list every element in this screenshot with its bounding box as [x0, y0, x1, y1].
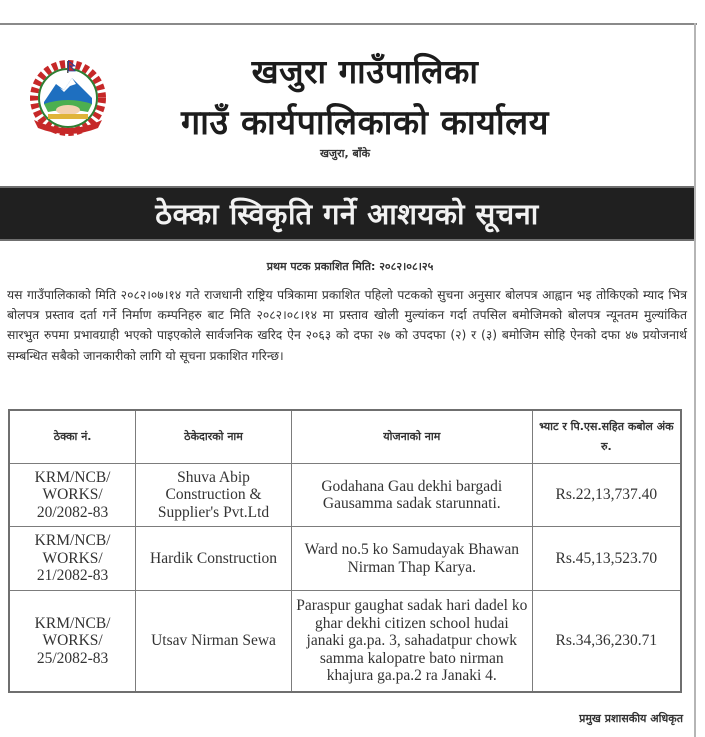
contract-no: KRM/NCB/ WORKS/ 21/2082-83 [9, 527, 136, 591]
bid-amount: Rs.45,13,523.70 [532, 527, 681, 591]
contract-no: KRM/NCB/ WORKS/ 20/2082-83 [9, 464, 136, 527]
page-top-border [0, 23, 697, 25]
signatory-title: प्रमुख प्रशासकीय अधिकृत [579, 712, 683, 725]
header-contractor-name: ठेकेदारको नाम [136, 410, 292, 464]
office-name: गाउँ कार्यपालिकाको कार्यालय [181, 103, 549, 143]
header-project-name: योजनाको नाम [291, 410, 532, 464]
table-row [9, 591, 681, 693]
bid-amount: Rs.34,36,230.71 [532, 591, 681, 693]
contractor-name: Utsav Nirman Sewa [136, 591, 292, 693]
notice-title-banner [0, 186, 694, 241]
table-row [9, 464, 681, 527]
header-bid-amount: भ्याट र पि.एस.सहित कबोल अंक रु. [532, 410, 681, 464]
notice-title: ठेक्का स्विकृति गर्ने आशयको सूचना [155, 197, 539, 231]
bid-amount: Rs.22,13,737.40 [532, 464, 681, 527]
header-contract-no: ठेक्का नं. [9, 410, 136, 464]
notice-body-paragraph: यस गाउँपालिकाको मिति २०८२।०७।१४ गते राजधानी राष्ट्रिय पत्रिकामा प्रकाशित पहिलो पटकको सुचना अनुसार बोलपत्र आह्वान भइ तोकिएको म्याद भित्र बोलपत्र प्रस्ताव दर्ता गर्ने निर्माण कम्पनिहरु बाट मिति २०८२।०८।१४ मा प्रस्ताव खोली मुल्यांकन गर्दा तपसिल बमोजिमको बोलपत्र न्यूनतम मुल्यांकित सारभुत रुपमा प्रभावग्राही भएको पाइएकोले सार्वजनिक खरिद ऐन २०६३ को दफा २७ को उपदफा (२) र (३) बमोजिम सोहि ऐनको दफा ४७ प्रयोजनार्थ सम्बन्धित सबैको जानकारीको लागि यो सूचना प्रकाशित गरिन्छ। [7, 288, 687, 363]
nepal-emblem-icon [26, 58, 110, 136]
table-header-row [9, 410, 681, 464]
first-published-date: प्रथम पटक प्रकाशित मिति: २०८२।०८।२५ [266, 260, 434, 273]
contractor-name: Hardik Construction [136, 527, 292, 591]
project-name: Godahana Gau dekhi bargadi Gausamma sadak starunnati. [291, 464, 532, 527]
contractor-name: Shuva Abip Construction & Supplier's Pvt.Ltd [136, 464, 292, 527]
project-name: Ward no.5 ko Samudayak Bhawan Nirman Thap Karya. [291, 527, 532, 591]
table-row [9, 527, 681, 591]
municipality-name: खजुरा गाउँपालिका [251, 52, 479, 91]
office-address: खजुरा, बाँके [319, 147, 371, 160]
contract-no: KRM/NCB/ WORKS/ 25/2082-83 [9, 591, 136, 693]
page-right-border [694, 23, 696, 737]
project-name: Paraspur gaughat sadak hari dadel ko ghar dekhi citizen school hudai janaki ga.pa. 3, sahadatpur chowk samma kalopatre bato nirman khajura ga.pa.2 ra Janaki 4. [291, 591, 532, 693]
contract-table [8, 409, 682, 693]
